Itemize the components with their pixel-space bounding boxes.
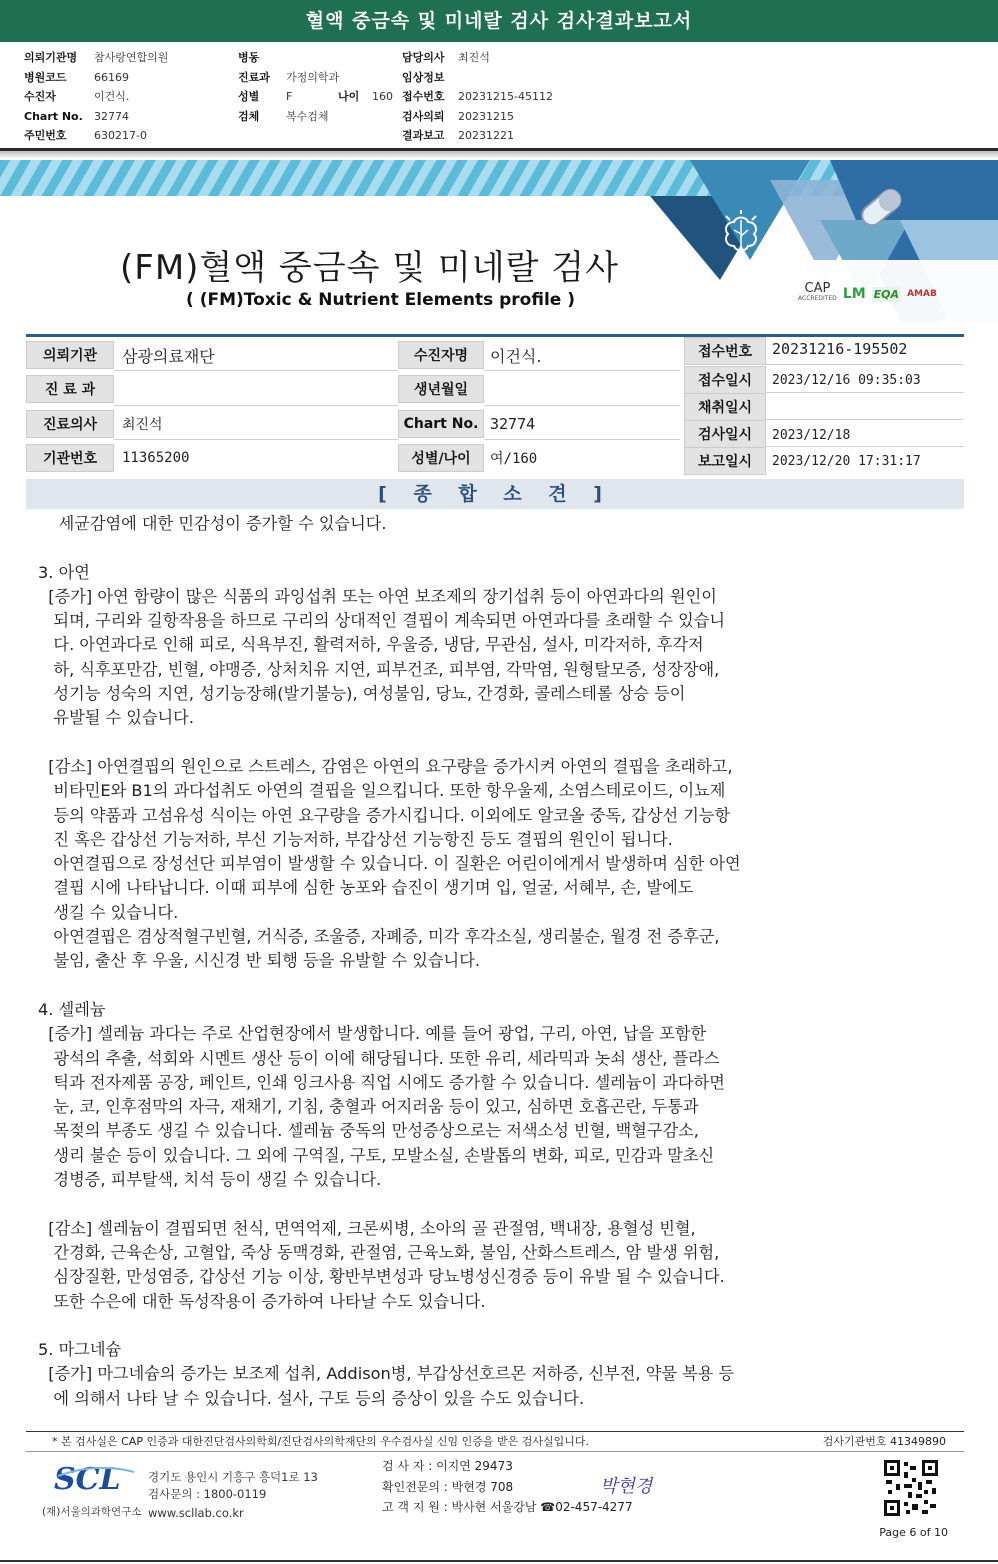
doctor-value: 최진석	[122, 417, 163, 433]
footer-certification-note: * 본 검사실은 CAP 인증과 대한진단검사의학회/진단검사의학재단의 우수검사실 신임 인증을 받은 검사실입니다.	[52, 1435, 590, 1448]
opinion-line: 아연결핍은 겸상적혈구빈혈, 거식증, 조울증, 자폐증, 미각 후각소실, 생리불순, 월경 전 증후군,	[38, 927, 720, 947]
footer-staff	[382, 1456, 633, 1518]
grid-rule	[766, 446, 964, 447]
eqa-logo: EQA	[873, 287, 900, 301]
receipt-no-value: 20231216-195502	[772, 340, 908, 358]
header-label: Chart No.	[24, 109, 83, 123]
cap-logo	[798, 281, 837, 304]
sexage-label: 성별/나이	[398, 444, 484, 472]
header-col-2	[238, 48, 393, 126]
opinion-body	[38, 512, 898, 1411]
header-label: 접수번호	[402, 90, 445, 103]
client-label: 의뢰기관	[26, 341, 114, 369]
receipt-dt-value: 2023/12/16 09:35:03	[772, 372, 921, 388]
cap-logo-subtext: ACCREDITED	[798, 295, 837, 302]
header-value: 32774	[94, 109, 129, 123]
opinion-line: [증가] 아연 함량이 많은 식품의 과잉섭취 또는 아연 보조제의 장기섭취 등이 아연과다의 원인이	[38, 586, 717, 606]
opinion-line: 또한 수은에 대한 독성작용이 증가하여 나타날 수도 있습니다.	[38, 1291, 486, 1311]
opinion-section-title: [ 종 합 소 견 ]	[26, 479, 964, 509]
page-bottom-rule	[0, 1560, 998, 1562]
report-dt-label: 보고일시	[684, 447, 766, 475]
opinion-line: 4. 셀레늄	[38, 999, 106, 1019]
header-value: 630217-0	[94, 129, 147, 142]
birth-label: 생년월일	[398, 375, 484, 403]
opinion-line	[38, 536, 898, 560]
header-value: 이건식.	[94, 90, 130, 103]
header-label: 진료과	[238, 70, 270, 84]
chart-value: 32774	[490, 415, 536, 433]
opinion-line: 아연결핍으로 장성선단 피부염이 발생할 수 있습니다. 이 질환은 어린이에게서 발생하며 심한 아연	[38, 854, 741, 874]
accreditation-logos	[798, 281, 937, 304]
header-label: 병동	[238, 51, 260, 64]
test-dt-value: 2023/12/18	[772, 427, 851, 443]
grid-rule	[766, 419, 964, 420]
receipt-no-label: 접수번호	[684, 337, 766, 365]
scl-logo: SCL	[54, 1462, 121, 1497]
collect-label: 채취일시	[684, 393, 766, 421]
tester-line: 검 사 자 : 이지연 29473	[382, 1459, 513, 1473]
opinion-line: 진 혹은 갑상선 기능저하, 부신 기능저하, 부갑상선 기능항진 등도 결핍의 원인이 됩니다.	[38, 829, 673, 849]
opinion-line: 성기능 성숙의 지연, 성기능장해(발기불능), 여성불임, 당뇨, 간경화, 콜레스테롤 상승 등이	[38, 684, 686, 704]
opinion-line: 비타민E와 B1의 과다섭취도 아연의 결핍을 일으킵니다. 또한 항우울제, 소염스테로이드, 이뇨제	[38, 781, 726, 801]
grid-rule	[484, 439, 680, 440]
header-label: 수진자	[24, 90, 56, 103]
lm-logo: LM	[842, 286, 866, 302]
header-col-1	[24, 48, 168, 146]
opinion-line: 하, 식후포만감, 빈혈, 야맹증, 상처치유 지연, 피부건조, 피부염, 각막염, 원형탈모증, 성장장애,	[38, 659, 720, 679]
opinion-line: 눈, 코, 인후점막의 자극, 재채기, 기침, 충혈과 어지러움 등이 있고, 심하면 호흡곤란, 두통과	[38, 1097, 699, 1117]
header-value: F	[286, 90, 293, 103]
header-value: 가정의학과	[286, 70, 340, 84]
header-label: 주민번호	[24, 129, 67, 142]
opinion-line: 에 의해서 나타 날 수 있습니다. 설사, 구토 등의 증상이 있을 수도 있습니다.	[38, 1388, 585, 1408]
header-col-3	[402, 48, 553, 146]
client-value: 삼광의료재단	[122, 346, 215, 366]
page-number: Page 6 of 10	[879, 1526, 948, 1539]
opinion-line: 등의 약품과 고섬유성 식이는 아연 요구량을 증가시킵니다. 이외에도 알코올 중독, 갑상선 기능항	[38, 805, 731, 825]
opinion-line: 결핍 시에 나타납니다. 이때 피부에 심한 농포와 습진이 생기며 입, 얼굴, 서혜부, 손, 발에도	[38, 878, 694, 898]
doctor-label: 진료의사	[26, 410, 114, 438]
opinion-line: 광석의 추출, 석회와 시멘트 생산 등이 이에 해당됩니다. 또한 유리, 세라믹과 놋쇠 생산, 플라스	[38, 1048, 720, 1068]
report-header-title: 혈액 중금속 및 미네랄 검사 검사결과보고서	[0, 0, 998, 42]
website-link[interactable]: www.scllab.co.kr	[148, 1506, 244, 1520]
org-no-value: 11365200	[122, 450, 190, 466]
opinion-line: 간경화, 근육손상, 고혈압, 죽상 동맥경화, 관절염, 근육노화, 불임, 산화스트레스, 암 발생 위험,	[38, 1242, 720, 1262]
footer-divider	[26, 1431, 964, 1432]
cap-logo-text: CAP	[804, 281, 831, 296]
opinion-line: 불임, 출산 후 우울, 시신경 반 퇴행 등을 유발할 수 있습니다.	[38, 951, 480, 971]
report-title: (FM)혈액 중금속 및 미네랄 검사	[120, 248, 619, 288]
dept-label: 진 료 과	[26, 375, 114, 403]
header-value: 복수검체	[286, 109, 329, 123]
opinion-line: 되며, 구리와 길항작용을 하므로 구리의 상대적인 결핍이 계속되면 아연과다를 초래할 수 있습니	[38, 611, 726, 631]
header-value: 참사랑연합의원	[94, 51, 169, 64]
grid-rule	[114, 439, 398, 440]
header-value: 최진석	[458, 51, 490, 64]
opinion-line: 3. 아연	[38, 562, 90, 582]
age-value: 160	[372, 90, 393, 103]
grid-rule	[114, 370, 398, 371]
footer-rule	[26, 1451, 964, 1452]
grid-rule	[114, 405, 398, 406]
org-no-label: 기관번호	[26, 444, 114, 472]
header-label: 임상정보	[402, 70, 445, 84]
amab-logo: AMAB	[907, 289, 937, 299]
qr-code-icon	[884, 1460, 938, 1516]
test-dt-label: 검사일시	[684, 420, 766, 448]
header-value: 66169	[94, 70, 129, 84]
footer-org-number: 검사기관번호 41349890	[822, 1435, 946, 1448]
header-label: 결과보고	[402, 129, 445, 142]
opinion-line: 유발될 수 있습니다.	[38, 708, 194, 728]
patient-label: 수진자명	[398, 341, 484, 369]
age-label: 나이	[338, 90, 360, 103]
grid-rule	[766, 392, 964, 393]
opinion-line: 심장질환, 만성염증, 갑상선 기능 이상, 황반부변성과 당뇨병성신경증 등이 유발 될 수 있습니다.	[38, 1267, 725, 1287]
header-label: 검사의뢰	[402, 109, 445, 123]
opinion-line	[38, 731, 898, 755]
sexage-value: 여/160	[490, 451, 538, 467]
opinion-line: [감소] 셀레늄이 결핍되면 천식, 면역억제, 크론씨병, 소아의 골 관절염, 백내장, 용혈성 빈혈,	[38, 1218, 696, 1238]
receipt-dt-label: 접수일시	[684, 366, 766, 394]
header-value: 20231215	[458, 109, 514, 123]
address-line: 경기도 용인시 기흥구 흥덕1로 13	[148, 1470, 318, 1484]
confirm-doctor-line: 확인전문의 : 박현경 708	[382, 1479, 514, 1494]
opinion-line: 틱과 전자제품 공장, 페인트, 인쇄 잉크사용 직업 시에도 증가할 수 있습니다. 셀레늄이 과다하면	[38, 1072, 725, 1092]
header-shadow	[0, 151, 998, 159]
opinion-line: 5. 마그네슘	[38, 1340, 122, 1360]
header-label: 병원코드	[24, 70, 67, 84]
opinion-line: [증가] 셀레늄 과다는 주로 산업현장에서 발생합니다. 예를 들어 광업, 구리, 아연, 납을 포함한	[38, 1024, 707, 1044]
grid-rule	[766, 364, 964, 365]
patient-value: 이건식.	[490, 346, 542, 366]
header-label: 성별	[238, 90, 260, 103]
opinion-line	[38, 1192, 898, 1216]
opinion-line: 목젖의 부종도 생길 수 있습니다. 셀레늄 중독의 만성증상으로는 저색소성 빈혈, 백혈구감소,	[38, 1121, 699, 1141]
report-subtitle: ( (FM)Toxic & Nutrient Elements profile )	[186, 290, 576, 310]
opinion-line: 생길 수 있습니다.	[38, 902, 179, 922]
opinion-line: 다. 아연과다로 인해 피로, 식욕부진, 활력저하, 우울증, 냉담, 무관심, 설사, 미각저하, 후각저	[38, 635, 704, 655]
header-value: 20231221	[458, 129, 514, 142]
opinion-line: 생리 불순 등이 있습니다. 그 외에 구역질, 구토, 모발소실, 손발톱의 변화, 피로, 민감과 말초신	[38, 1145, 715, 1165]
header-value: 20231215-45112	[458, 90, 553, 103]
footer-address	[148, 1469, 318, 1522]
header-label: 검체	[238, 109, 260, 123]
opinion-line: 경병증, 피부탈색, 치석 등이 생길 수 있습니다.	[38, 1170, 382, 1190]
opinion-line: 세균감염에 대한 민감성이 증가할 수 있습니다.	[38, 514, 387, 533]
grid-rule	[484, 370, 680, 371]
opinion-line	[38, 1314, 898, 1338]
grid-rule	[484, 405, 680, 406]
scl-org-name: (재)서울의과학연구소	[42, 1506, 142, 1518]
customer-support-line: 고 객 지 원 : 박사현 서울강남 ☎02-457-4277	[382, 1500, 633, 1514]
chart-label: Chart No.	[398, 410, 484, 438]
opinion-line: [증가] 마그네슘의 증가는 보조제 섭취, Addison병, 부갑상선호르몬 저하증, 신부전, 약물 복용 등	[38, 1364, 735, 1384]
phone-line: 검사문의 : 1800-0119	[148, 1487, 267, 1501]
header-label: 담당의사	[402, 51, 445, 64]
scl-logo-swoosh	[56, 1466, 136, 1478]
report-dt-value: 2023/12/20 17:31:17	[772, 453, 921, 469]
opinion-line: [감소] 아연결핍의 원인으로 스트레스, 감염은 아연의 요구량을 증가시켜 아연의 결핍을 초래하고,	[38, 756, 733, 776]
header-label: 의뢰기관명	[24, 51, 78, 64]
opinion-line	[38, 974, 898, 998]
doctor-signature: 박현경	[600, 1476, 653, 1497]
